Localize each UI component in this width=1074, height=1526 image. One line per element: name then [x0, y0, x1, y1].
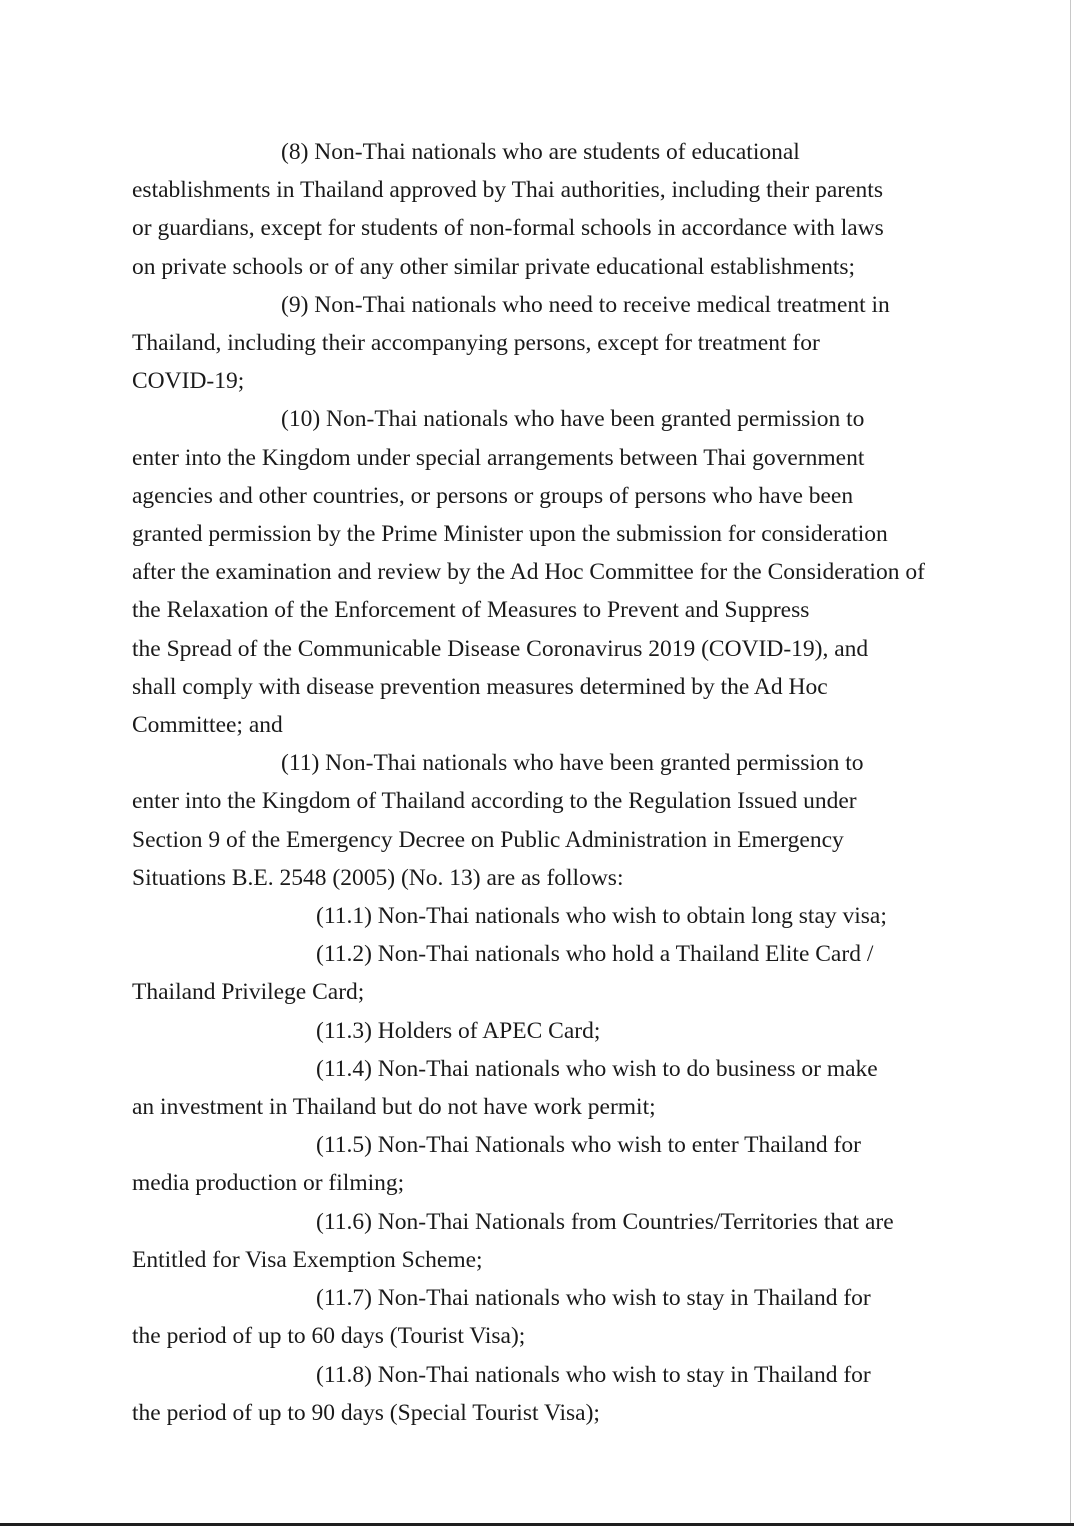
item-8-line-4: on private schools or of any other similar private educational establishments;	[132, 253, 856, 280]
item-8-line-2: establishments in Thailand approved by Thai authorities, including their parents	[132, 177, 883, 204]
item-11-4-line-1: (11.4) Non-Thai nationals who wish to do business or make	[316, 1055, 878, 1082]
item-11-7-line-1: (11.7) Non-Thai nationals who wish to stay in Thailand for	[316, 1285, 871, 1312]
item-8-line-3: or guardians, except for students of non-formal schools in accordance with laws	[132, 215, 884, 242]
item-11-line-2: enter into the Kingdom of Thailand according to the Regulation Issued under	[132, 788, 857, 815]
item-11-line-3: Section 9 of the Emergency Decree on Public Administration in Emergency	[132, 826, 844, 853]
item-9-line-2: Thailand, including their accompanying persons, except for treatment for	[132, 330, 820, 357]
item-11-2-line-2: Thailand Privilege Card;	[132, 979, 365, 1006]
item-11-6-line-2: Entitled for Visa Exemption Scheme;	[132, 1246, 483, 1273]
item-10-line-3: agencies and other countries, or persons or groups of persons who have been	[132, 482, 854, 509]
item-11-1-line-1: (11.1) Non-Thai nationals who wish to obtain long stay visa;	[316, 903, 887, 930]
item-10-line-1: (10) Non-Thai nationals who have been granted permission to	[281, 406, 865, 433]
item-10-line-2: enter into the Kingdom under special arrangements between Thai government	[132, 444, 865, 471]
item-9-line-3: COVID-19;	[132, 368, 245, 395]
item-11-7-line-2: the period of up to 60 days (Tourist Visa);	[132, 1323, 526, 1350]
item-11-5-line-1: (11.5) Non-Thai Nationals who wish to enter Thailand for	[316, 1132, 861, 1159]
item-11-3-line-1: (11.3) Holders of APEC Card;	[316, 1017, 601, 1044]
item-11-line-4: Situations B.E. 2548 (2005) (No. 13) are as follows:	[132, 864, 624, 891]
item-11-2-line-1: (11.2) Non-Thai nationals who hold a Thailand Elite Card /	[316, 941, 874, 968]
item-10-line-9: Committee; and	[132, 712, 283, 739]
item-11-4-line-2: an investment in Thailand but do not have work permit;	[132, 1094, 656, 1121]
item-10-line-7: the Spread of the Communicable Disease Coronavirus 2019 (COVID-19), and	[132, 635, 869, 662]
document-body	[132, 133, 952, 1432]
item-10-line-5: after the examination and review by the Ad Hoc Committee for the Consideration of	[132, 559, 925, 586]
item-10-line-4: granted permission by the Prime Minister upon the submission for consideration	[132, 521, 888, 548]
item-11-6-line-1: (11.6) Non-Thai Nationals from Countries/Territories that are	[316, 1208, 894, 1235]
item-11-5-line-2: media production or filming;	[132, 1170, 405, 1197]
item-10-line-6: the Relaxation of the Enforcement of Measures to Prevent and Suppress	[132, 597, 810, 624]
item-11-8-line-2: the period of up to 90 days (Special Tourist Visa);	[132, 1399, 600, 1426]
item-9-line-1: (9) Non-Thai nationals who need to receive medical treatment in	[281, 291, 890, 318]
item-10-line-8: shall comply with disease prevention measures determined by the Ad Hoc	[132, 673, 828, 700]
page-edge-right	[1070, 0, 1071, 1526]
item-11-8-line-1: (11.8) Non-Thai nationals who wish to stay in Thailand for	[316, 1361, 871, 1388]
item-11-line-1: (11) Non-Thai nationals who have been granted permission to	[281, 750, 864, 777]
item-8-line-1: (8) Non-Thai nationals who are students of educational	[281, 139, 800, 165]
